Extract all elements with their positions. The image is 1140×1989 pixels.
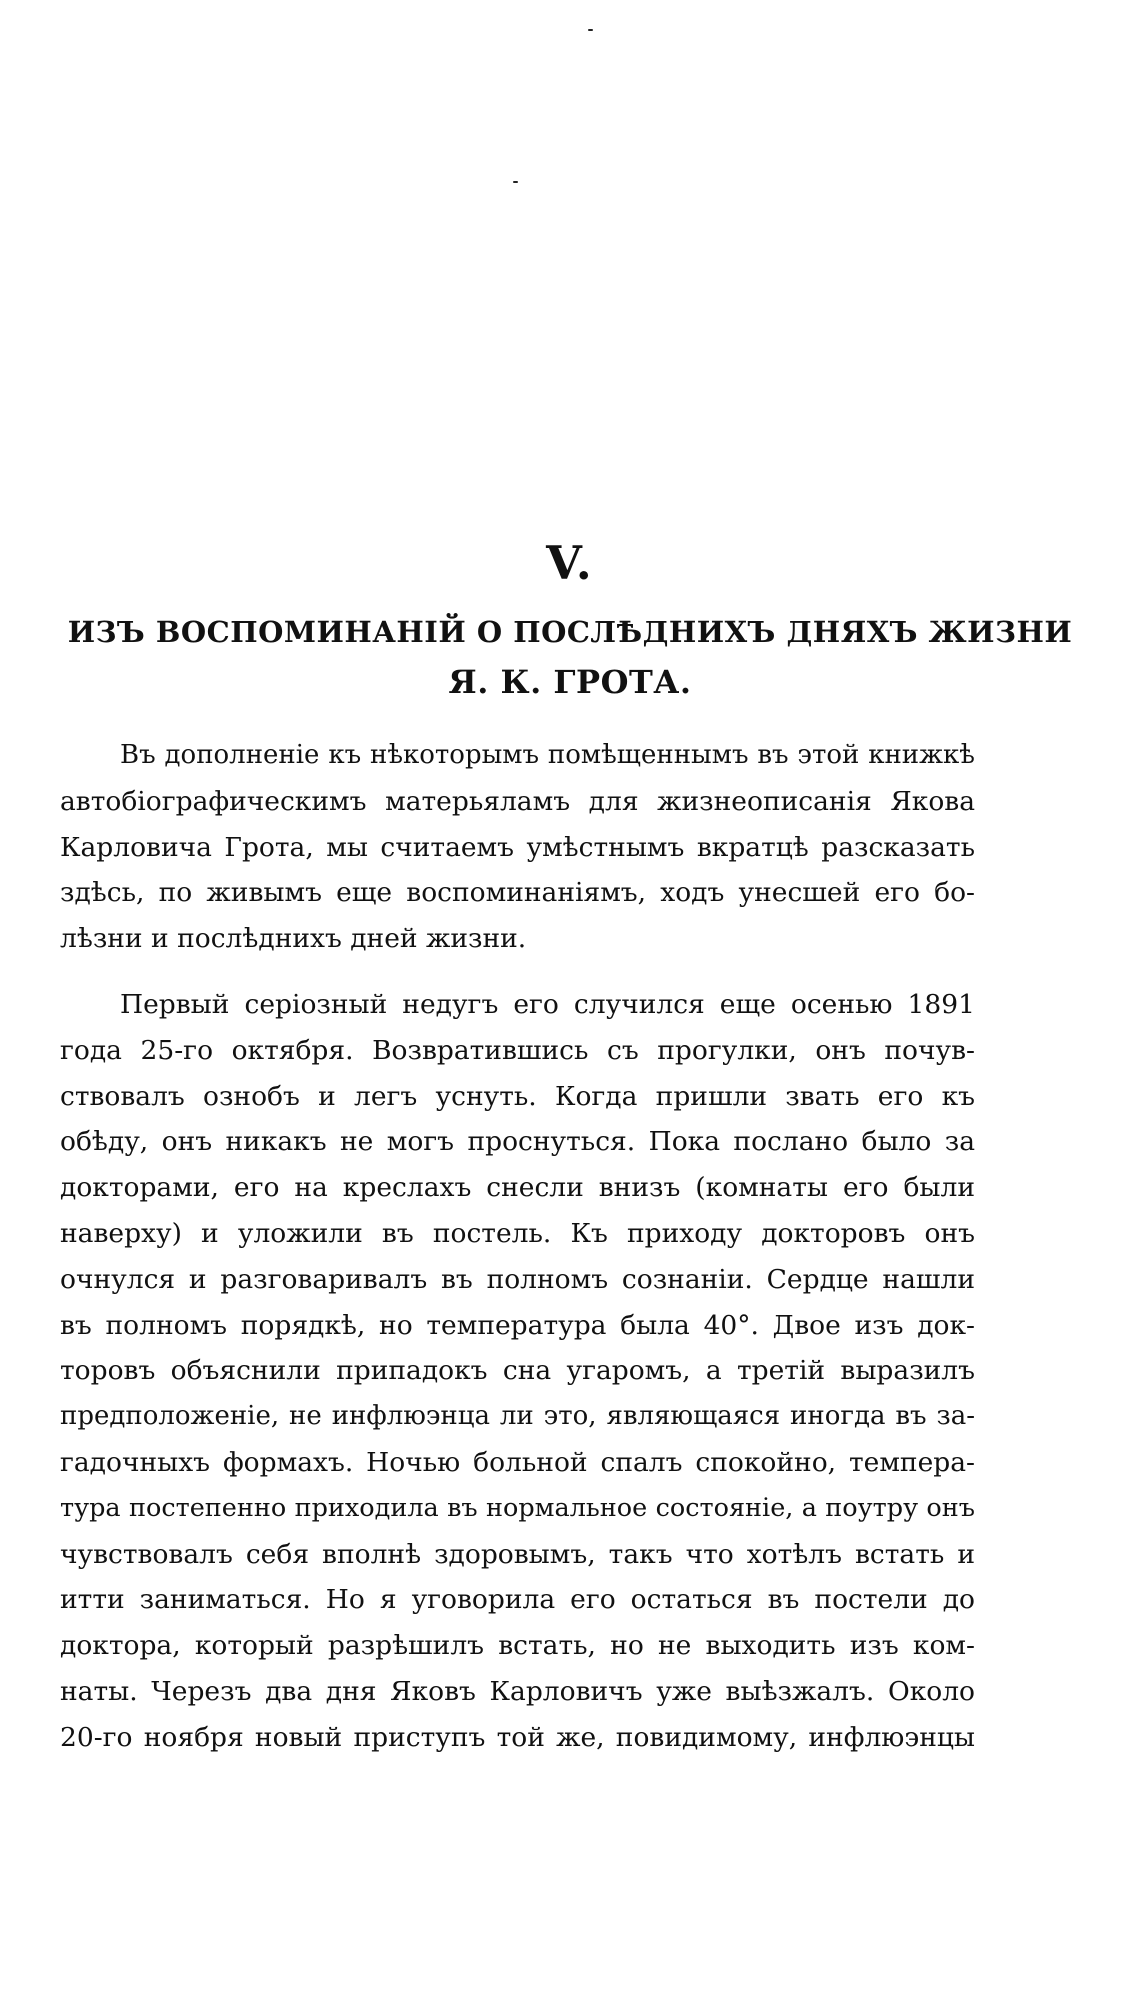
text-line: торовъ объяснили припадокъ сна угаромъ, а третій выразилъ (60, 1355, 975, 1387)
text-line: тура постепенно приходила въ нормальное состояніе, а поутру онъ (60, 1492, 975, 1523)
text-line: 20-го ноября новый приступъ той же, повидимому, инфлюэнцы (60, 1721, 975, 1753)
paragraph (60, 733, 975, 962)
paragraph-gap (60, 962, 975, 982)
text-line: лѣзни и послѣднихъ дней жизни. (60, 923, 527, 955)
chapter-title (60, 607, 1080, 707)
text-line: итти заниматься. Но я уговорила его остаться въ постели до (60, 1584, 975, 1616)
text-line: здѣсь, по живымъ еще воспоминаніямъ, ходъ унесшей его бо- (60, 877, 975, 909)
scan-speck (588, 29, 593, 31)
chapter-number: V. (546, 536, 594, 590)
text-line: наверху) и уложили въ постель. Къ приходу докторовъ онъ (60, 1217, 975, 1249)
text-line: года 25-го октября. Возвратившись съ прогулки, онъ почув- (60, 1034, 975, 1066)
text-line: Въ дополненіе къ нѣкоторымъ помѣщеннымъ въ этой книжкѣ (120, 740, 975, 770)
paragraph (60, 982, 975, 1761)
chapter-title-line: ИЗЪ ВОСПОМИНАНІЙ О ПОСЛѢДНИХЪ ДНЯХЪ ЖИЗНИ (67, 615, 1073, 649)
text-line: ствовалъ ознобъ и легъ уснуть. Когда пришли звать его къ (60, 1080, 975, 1112)
text-line: автобіографическимъ матерьяламъ для жизнеописанія Якова (60, 785, 975, 817)
text-line: обѣду, онъ никакъ не могъ проснуться. Пока послано было за (60, 1126, 975, 1158)
text-line: очнулся и разговаривалъ въ полномъ сознаніи. Сердце нашли (60, 1263, 975, 1295)
text-line: доктора, который разрѣшилъ встать, но не выходить изъ ком- (60, 1630, 975, 1662)
text-line: наты. Черезъ два дня Яковъ Карловичъ уже выѣзжалъ. Около (60, 1675, 975, 1707)
text-line: гадочныхъ формахъ. Ночью больной спалъ спокойно, темпера- (60, 1446, 975, 1478)
text-line: Карловича Грота, мы считаемъ умѣстнымъ вкратцѣ разсказать (60, 831, 975, 863)
text-line: чувствовалъ себя вполнѣ здоровымъ, такъ что хотѣлъ встать и (60, 1538, 975, 1570)
text-line: докторами, его на креслахъ снесли внизъ (комнаты его были (60, 1172, 975, 1204)
scan-speck (513, 181, 518, 183)
body-text (60, 733, 975, 1761)
text-line: Первый серіозный недугъ его случился еще осенью 1891 (120, 988, 975, 1020)
text-line: въ полномъ порядкѣ, но температура была 40°. Двое изъ док- (60, 1309, 975, 1341)
text-line: предположеніе, не инфлюэнца ли это, являющаяся иногда въ за- (60, 1401, 975, 1432)
chapter-title-line: Я. К. ГРОТА. (448, 663, 692, 701)
